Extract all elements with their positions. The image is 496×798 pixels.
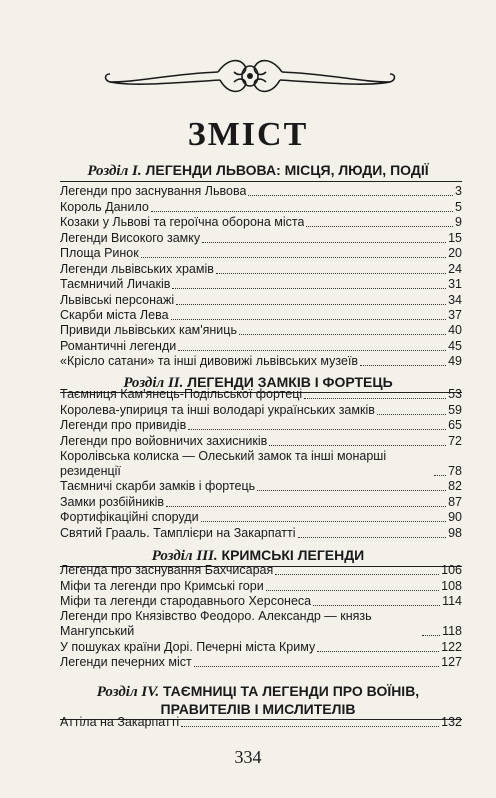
toc-entry[interactable]: Замки розбійників 87: [60, 494, 462, 509]
toc-entry[interactable]: Королева-упириця та інші володарі українських замків 59: [60, 402, 462, 417]
section-label: Розділ III.: [151, 548, 218, 564]
toc-entry[interactable]: Легенди про привидів 65: [60, 418, 462, 433]
toc-entry[interactable]: Легенди про войовничих захисників 72: [60, 433, 462, 448]
section-label: Розділ II.: [123, 375, 184, 391]
section-heading: [60, 162, 456, 180]
toc-entry[interactable]: Привиди львівських кам'яниць 40: [60, 323, 462, 338]
divider: [60, 181, 462, 182]
toc-entry[interactable]: Легенди про заснування Львова 3: [60, 184, 462, 199]
toc-entry[interactable]: Королівська колиска — Олеський замок та інші монарші резиденції 78: [60, 448, 462, 478]
section-title: ЛЕГЕНДИ ЗАМКІВ І ФОРТЕЦЬ: [187, 374, 393, 390]
section-label: Розділ IV.: [96, 684, 160, 700]
decorative-ornament-icon: [100, 52, 400, 100]
section-heading: [60, 683, 456, 718]
toc-entry[interactable]: Козаки у Львові та героїчна оборона міста 9: [60, 215, 462, 230]
page-title: ЗМІСТ: [187, 116, 309, 153]
toc-entry[interactable]: Легенди про Князівство Феодоро. Александр — князь Мангупський 118: [60, 609, 462, 639]
toc-entry[interactable]: Легенда про заснування Бахчисарая 106: [60, 563, 462, 578]
toc-entry[interactable]: Фортифікаційні споруди 90: [60, 510, 462, 525]
section-title-line2: ПРАВИТЕЛІВ І МИСЛИТЕЛІВ: [160, 701, 356, 717]
section-title: ЛЕГЕНДИ ЛЬВОВА: МІСЦЯ, ЛЮДИ, ПОДІЇ: [145, 162, 429, 178]
toc-entry[interactable]: Львівські персонажі 34: [60, 292, 462, 307]
page-number: 334: [234, 747, 262, 767]
toc-entry[interactable]: «Крісло сатани» та інші дивовижі львівських музеїв 49: [60, 354, 462, 369]
section-title: КРИМСЬКІ ЛЕГЕНДИ: [221, 547, 365, 563]
toc-entry[interactable]: Легенди печерних міст 127: [60, 655, 462, 670]
toc-entry[interactable]: У пошуках країни Дорі. Печерні міста Криму 122: [60, 639, 462, 654]
toc-entry[interactable]: Скарби міста Лева 37: [60, 307, 462, 322]
toc-entry[interactable]: Легенди львівських храмів 24: [60, 261, 462, 276]
toc-list: [60, 563, 462, 670]
toc-entry[interactable]: Легенди Високого замку 15: [60, 230, 462, 245]
section-title: ТАЄМНИЦІ ТА ЛЕГЕНДИ ПРО ВОЇНІВ,: [162, 683, 420, 699]
toc-entry[interactable]: Романтичні легенди 45: [60, 338, 462, 353]
toc-entry[interactable]: Таємниця Кам'янець-Подільської фортеці 53: [60, 387, 462, 402]
toc-entry[interactable]: Аттіла на Закарпатті 132: [60, 715, 462, 730]
toc-entry[interactable]: Король Данило 5: [60, 199, 462, 214]
toc-list: [60, 387, 462, 541]
toc-entry[interactable]: Таємничі скарби замків і фортець 82: [60, 479, 462, 494]
toc-entry[interactable]: Міфи та легенди стародавнього Херсонеса 114: [60, 594, 462, 609]
toc-entry[interactable]: Площа Ринок 20: [60, 246, 462, 261]
section-label: Розділ І.: [87, 163, 142, 179]
toc-entry[interactable]: Таємничий Личаків 31: [60, 277, 462, 292]
toc-entry[interactable]: Святий Грааль. Тамплієри на Закарпатті 98: [60, 525, 462, 540]
toc-list: [60, 184, 462, 369]
toc-list: [60, 715, 462, 730]
toc-entry[interactable]: Міфи та легенди про Кримські гори 108: [60, 578, 462, 593]
